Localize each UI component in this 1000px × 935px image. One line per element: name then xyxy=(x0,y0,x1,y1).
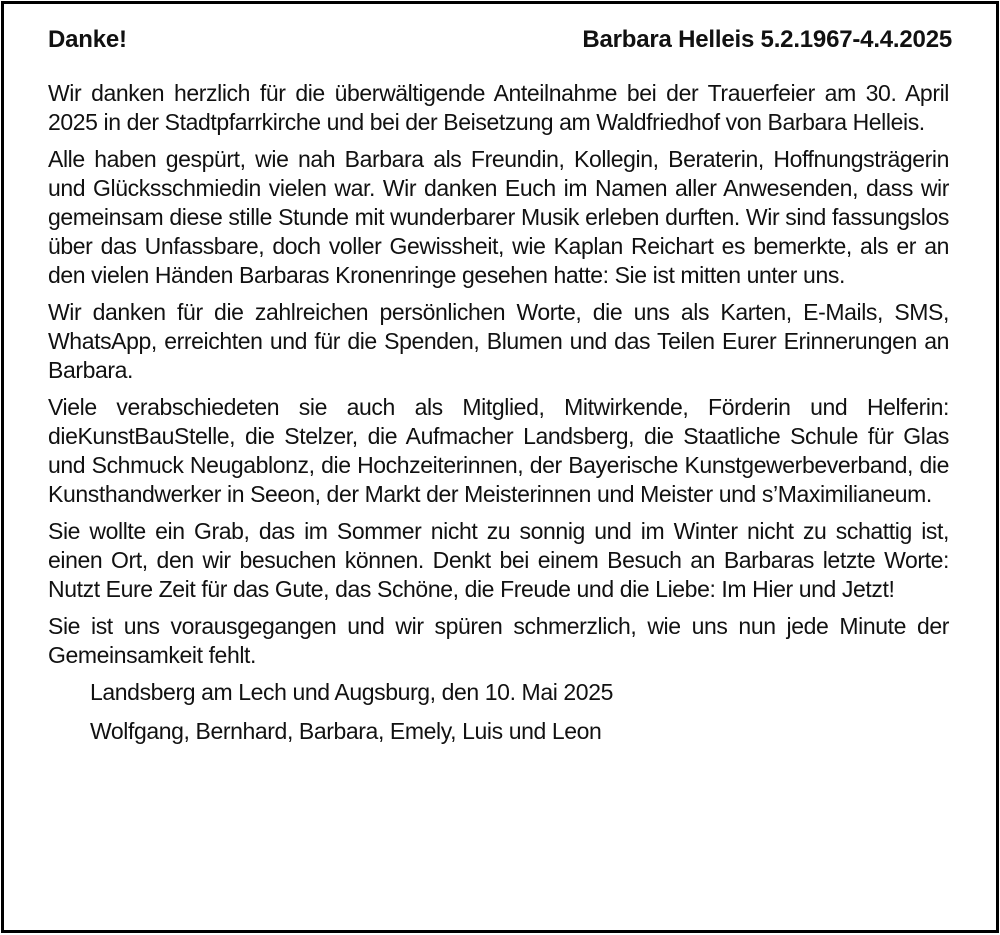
deceased-name-dates: Barbara Helleis 5.2.1967-4.4.2025 xyxy=(582,26,952,53)
closing-block xyxy=(48,678,949,746)
paragraph-organizations: Viele verabschiedeten sie auch als Mitglied, Mitwirkende, Förderin und Helferin: dieKunstBauStelle, die Stelzer, die Aufmacher Landsberg, die Staatliche Schule für Glas und Schmuck Neugablonz, die Hochzeiterinnen, der Bayerische Kunstgewerbeverband, die Kunsthandwerker in Seeon, der Markt der Meisterinnen und Meister und s’Maximilianeum. xyxy=(48,394,949,507)
notice-body xyxy=(48,79,949,756)
signatories: Wolfgang, Bernhard, Barbara, Emely, Luis und Leon xyxy=(90,718,602,744)
paragraph-grave: Sie wollte ein Grab, das im Sommer nicht zu sonnig und im Winter nicht zu schattig ist, einen Ort, den wir besuchen können. Denkt bei einem Besuch an Barbaras letzte Worte: Nutzt Eure Zeit für das Gute, das Schöne, die Freude und die Liebe: Im Hier und Jetzt! xyxy=(48,518,949,602)
thanks-heading: Danke! xyxy=(48,26,127,53)
paragraph-thanks-funeral: Wir danken herzlich für die überwältigende Anteilnahme bei der Trauerfeier am 30. April 2025 in der Stadtpfarrkirche und bei der Beisetzung am Waldfriedhof von Barbara Helleis. xyxy=(48,80,949,135)
notice-header xyxy=(48,26,952,62)
place-date: Landsberg am Lech und Augsburg, den 10. Mai 2025 xyxy=(90,679,613,705)
paragraph-thanks-words: Wir danken für die zahlreichen persönlichen Worte, die uns als Karten, E-Mails, SMS, WhatsApp, erreichten und für die Spenden, Blumen und das Teilen Eurer Erinnerungen an Barbara. xyxy=(48,299,949,383)
paragraph-everyone-felt: Alle haben gespürt, wie nah Barbara als Freundin, Kollegin, Beraterin, Hoffnungsträgerin und Glücksschmiedin vielen war. Wir danken Euch im Namen aller Anwesenden, dass wir gemeinsam diese stille Stunde mit wunderbarer Musik erleben durften. Wir sind fassungslos über das Unfassbare, doch voller Gewissheit, wie Kaplan Reichart es bemerkte, als er an den vielen Händen Barbaras Kronenringe gesehen hatte: Sie ist mitten unter uns. xyxy=(48,146,949,288)
paragraph-gone-ahead: Sie ist uns vorausgegangen und wir spüren schmerzlich, wie uns nun jede Minute der Gemeinsamkeit fehlt. xyxy=(48,613,949,668)
